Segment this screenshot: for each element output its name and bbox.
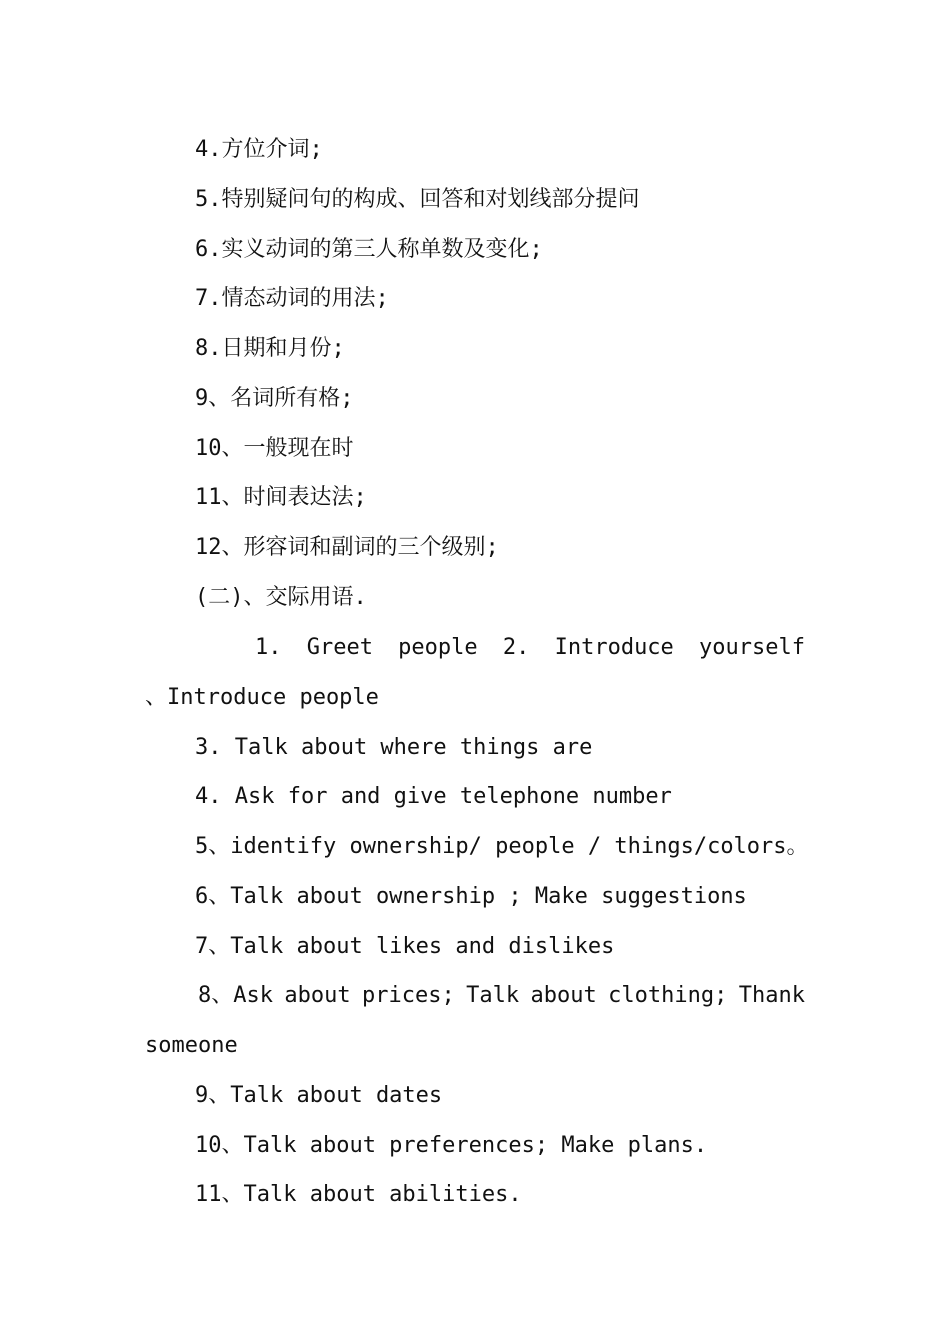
word: about: [530, 983, 597, 1008]
function-item-3: 3. Talk about where things are: [195, 735, 593, 760]
word: yourself: [699, 635, 805, 660]
section-heading: (二)、交际用语.: [195, 585, 367, 610]
word: 2.: [502, 635, 530, 660]
grammar-item-6: 6.实义动词的第三人称单数及变化;: [195, 237, 543, 262]
function-item-8: [198, 981, 805, 1011]
grammar-item-7: 7.情态动词的用法;: [195, 286, 389, 311]
grammar-item-5: 5.特别疑问句的构成、回答和对划线部分提问: [195, 187, 640, 212]
word: 1.: [255, 635, 282, 660]
function-item-9: 9、Talk about dates: [195, 1083, 443, 1108]
word: clothing;: [608, 983, 728, 1008]
grammar-item-11: 11、时间表达法;: [195, 485, 367, 510]
function-item-10: 10、Talk about preferences; Make plans.: [195, 1133, 708, 1158]
function-item-1-2-continued: 、Introduce people: [145, 685, 379, 710]
grammar-item-4: 4.方位介词;: [195, 137, 323, 162]
word: 8、Ask: [198, 983, 273, 1008]
function-item-7: 7、Talk about likes and dislikes: [195, 934, 615, 959]
function-item-5: 5、identify ownership/ people / things/colors。: [195, 834, 809, 859]
word: prices;: [362, 983, 455, 1008]
grammar-item-9: 9、名词所有格;: [195, 386, 354, 411]
function-item-11: 11、Talk about abilities.: [195, 1182, 522, 1207]
function-item-6: 6、Talk about ownership ; Make suggestions: [195, 884, 747, 909]
word: Introduce: [554, 635, 674, 660]
function-item-8-continued: someone: [145, 1033, 238, 1058]
word: Greet: [306, 635, 373, 660]
word: Talk: [466, 983, 520, 1008]
word: Thank: [738, 983, 805, 1008]
grammar-item-8: 8.日期和月份;: [195, 336, 345, 361]
function-item-1-2: [255, 633, 805, 663]
grammar-item-10: 10、一般现在时: [195, 436, 354, 461]
word: people: [398, 635, 478, 660]
grammar-item-12: 12、形容词和副词的三个级别;: [195, 535, 499, 560]
word: about: [284, 983, 351, 1008]
function-item-4: 4. Ask for and give telephone number: [195, 784, 672, 809]
